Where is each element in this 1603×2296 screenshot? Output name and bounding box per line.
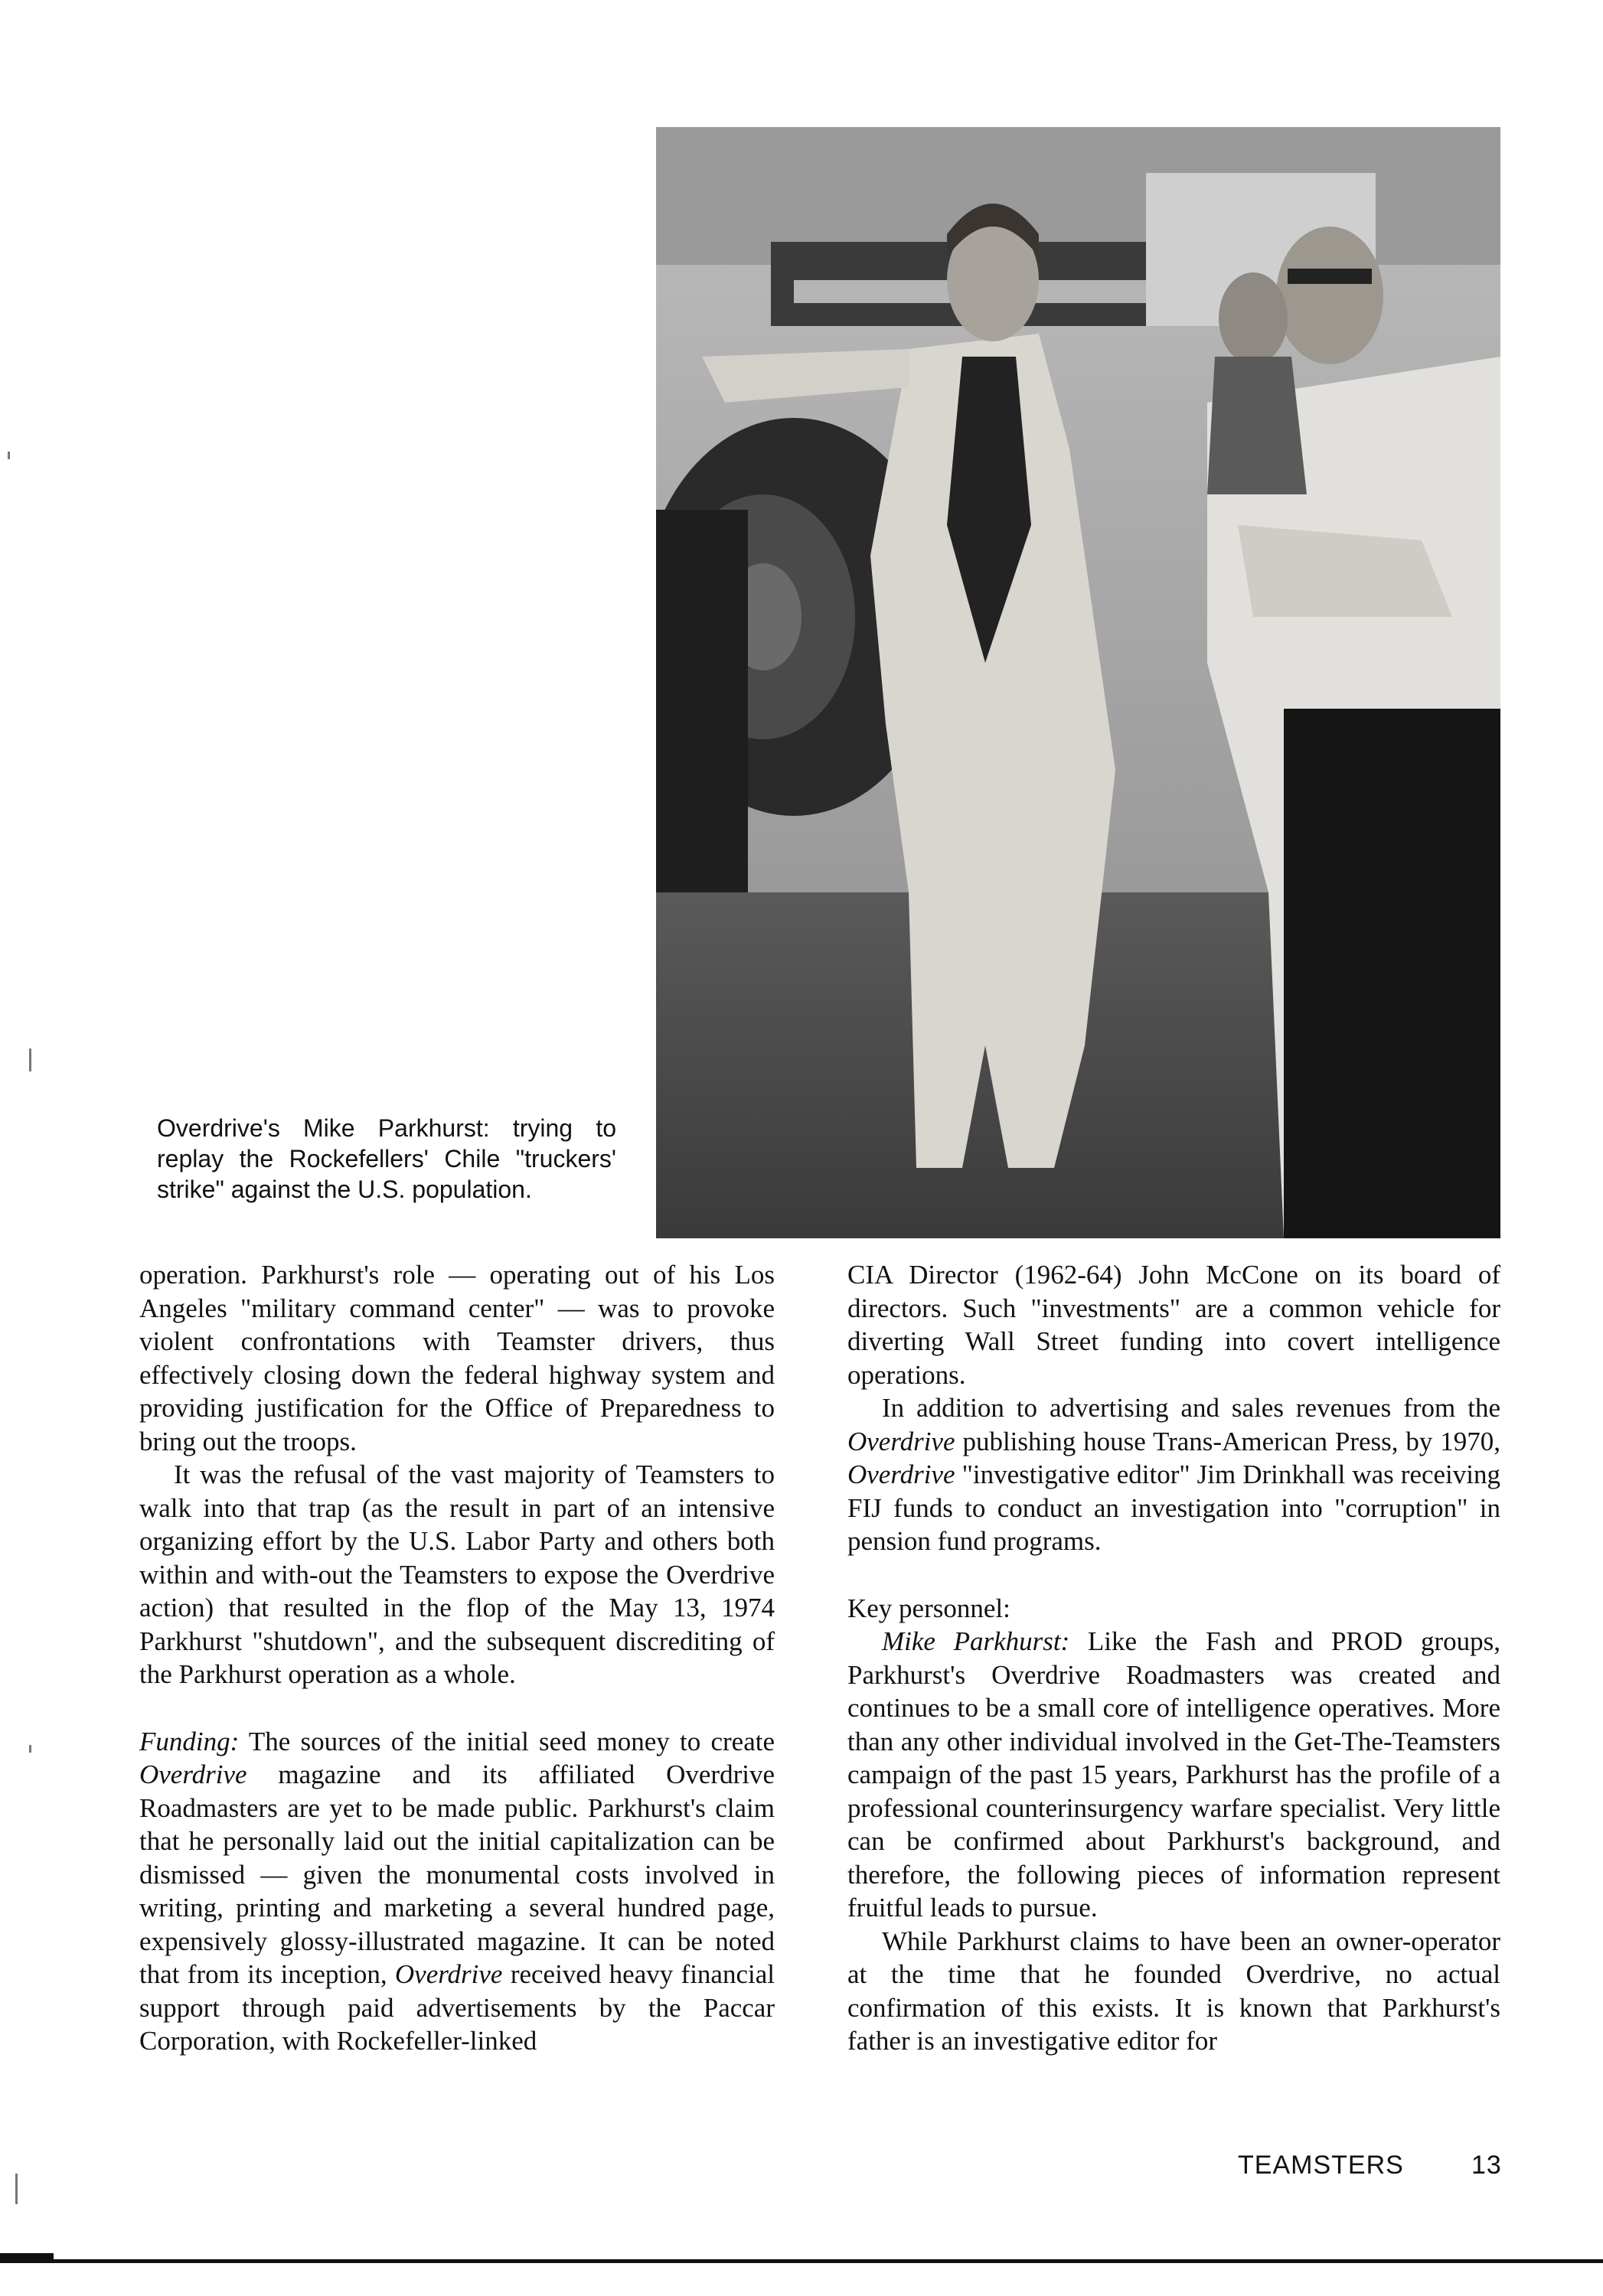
key-personnel-heading: Key personnel: [847,1593,1010,1623]
right-paragraph-5: While Parkhurst claims to have been an owner-operator at the time that he founded Overdrive, no actual confirmation of this exists. It is known that Parkhurst's father is an investigative editor for [847,1926,1500,2056]
parkhurst-label: Mike Parkhurst: [882,1626,1070,1656]
photo-mike-parkhurst [656,127,1500,1238]
funding-text-b: magazine and its affiliated Overdrive Roadmasters are yet to be made public. Parkhurst's claim that he personally laid out the initial capitalization can be dismissed — given the monumental costs involved in writing, printing and marketing a several hundred page, expensively glossy-illustrated magazine. It can be noted that from its inception, [139,1760,775,1989]
left-paragraph-1: operation. Parkhurst's role — operating out of his Los Angeles "military command center" — was to provoke violent confrontations with Teamster drivers, thus effectively closing down the federal highway system and providing justification for the Office of Preparedness to bring out the troops. [139,1260,775,1456]
funding-overdrive-2: Overdrive [394,1959,503,1989]
photo-image [656,127,1500,1238]
right-p2-overdrive-1: Overdrive [847,1426,955,1456]
funding-text-c: received heavy financial support through paid advertisements by the Paccar Corporation, with Rockefeller-linked [139,1959,775,2056]
right-paragraph-1: CIA Director (1962-64) John McCone on its board of directors. Such "investments" are a common vehicle for diverting Wall Street funding into covert intelligence operations. [847,1260,1500,1390]
scan-speck [8,452,10,459]
right-p2-text-c: "investigative editor" Jim Drinkhall was receiving FIJ funds to conduct an investigation into "corruption" in pension fund programs. [847,1459,1500,1556]
right-paragraph-2 [847,1391,1500,1558]
scan-speck [15,2174,18,2204]
article-left-column [139,1258,775,2058]
bottom-rule [0,2259,1603,2263]
funding-overdrive-1: Overdrive [139,1760,247,1789]
scan-speck [29,1049,31,1071]
page-number: 13 [1471,2151,1502,2180]
photo-caption: Overdrive's Mike Parkhurst: trying to replay the Rockefellers' Chile "truckers' strike" against the U.S. population. [157,1114,616,1203]
left-paragraph-2: It was the refusal of the vast majority of Teamsters to walk into that trap (as the result in part of an intensive organizing effort by the U.S. Labor Party and others both within and with-out the Teamsters to expose the Overdrive action) that resulted in the flop of the May 13, 1974 Parkhurst "shutdown", and the subsequent discrediting of the Parkhurst operation as a whole. [139,1459,775,1689]
bottom-rule-left-mark [0,2253,54,2263]
funding-label: Funding: [139,1726,240,1756]
article-right-column [847,1258,1500,2058]
right-p2-text-a: In addition to advertising and sales revenues from the [882,1393,1500,1423]
parkhurst-text: Like the Fash and PROD groups, Parkhurst's Overdrive Roadmasters was created and continues to be a small core of intelligence operatives. More than any other individual involved in the Get-The-Teamsters campaign of the past 15 years, Parkhurst has the profile of a professional counterinsurgency warfare specialist. Very little can be confirmed about Parkhurst's background, and therefore, the following pieces of information represent fruitful leads to pursue. [847,1626,1500,1923]
footer-section-label: TEAMSTERS [1238,2151,1404,2180]
right-p2-overdrive-2: Overdrive [847,1459,955,1489]
right-paragraph-parkhurst [847,1625,1500,1925]
right-p2-text-b: publishing house Trans-American Press, by 1970, [955,1426,1500,1456]
funding-text-a: The sources of the initial seed money to create [239,1726,775,1756]
scan-speck [29,1745,31,1753]
left-paragraph-funding [139,1725,775,2058]
